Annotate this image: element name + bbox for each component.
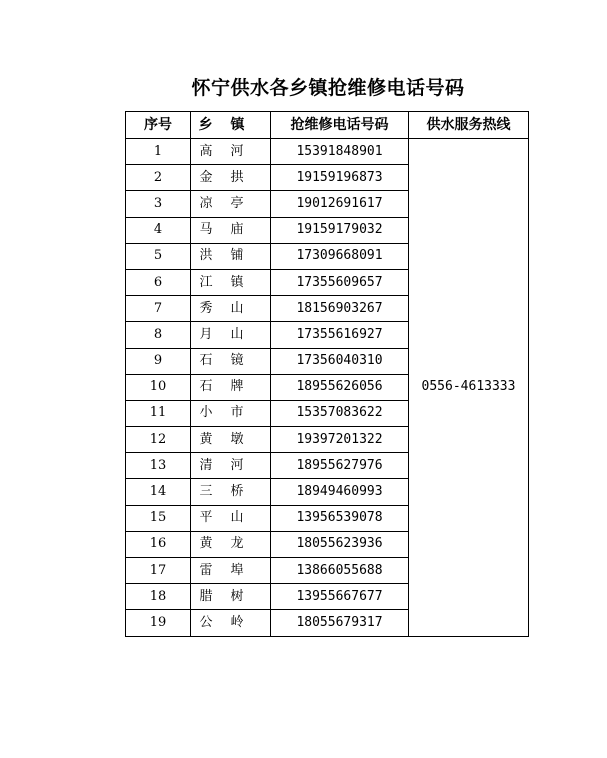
- page-title: 怀宁供水各乡镇抢维修电话号码: [191, 77, 465, 99]
- row-town: 洪铺: [191, 243, 271, 269]
- table-row: [126, 139, 529, 165]
- row-phone: 13955667677: [271, 584, 409, 610]
- row-phone: 15357083622: [271, 400, 409, 426]
- row-town: 石镜: [191, 348, 271, 374]
- row-index: 4: [126, 217, 191, 243]
- row-index: 6: [126, 269, 191, 295]
- row-phone: 17355616927: [271, 322, 409, 348]
- row-town: 小市: [191, 400, 271, 426]
- row-index: 13: [126, 453, 191, 479]
- row-town: 平山: [191, 505, 271, 531]
- header-index: 序号: [126, 112, 191, 139]
- row-town: 马庙: [191, 217, 271, 243]
- row-phone: 18156903267: [271, 296, 409, 322]
- row-phone: 19159196873: [271, 165, 409, 191]
- row-town: 高河: [191, 139, 271, 165]
- row-phone: 17356040310: [271, 348, 409, 374]
- row-index: 15: [126, 505, 191, 531]
- row-town: 腊树: [191, 584, 271, 610]
- row-town: 清河: [191, 453, 271, 479]
- row-index: 5: [126, 243, 191, 269]
- row-town: 黄龙: [191, 531, 271, 557]
- row-town: 月山: [191, 322, 271, 348]
- row-index: 7: [126, 296, 191, 322]
- row-index: 19: [126, 610, 191, 636]
- row-phone: 18955627976: [271, 453, 409, 479]
- row-town: 雷埠: [191, 558, 271, 584]
- row-phone: 13866055688: [271, 558, 409, 584]
- row-index: 17: [126, 558, 191, 584]
- row-town: 江镇: [191, 269, 271, 295]
- row-phone: 18055679317: [271, 610, 409, 636]
- header-hotline: 供水服务热线: [409, 112, 529, 139]
- row-phone: 19012691617: [271, 191, 409, 217]
- row-town: 公岭: [191, 610, 271, 636]
- row-phone: 15391848901: [271, 139, 409, 165]
- row-phone: 13956539078: [271, 505, 409, 531]
- row-town: 金拱: [191, 165, 271, 191]
- row-index: 14: [126, 479, 191, 505]
- hotline-number: 0556-4613333: [409, 139, 529, 637]
- row-index: 18: [126, 584, 191, 610]
- row-index: 11: [126, 400, 191, 426]
- row-index: 2: [126, 165, 191, 191]
- row-phone: 19397201322: [271, 427, 409, 453]
- row-phone: 18055623936: [271, 531, 409, 557]
- row-phone: 17309668091: [271, 243, 409, 269]
- row-phone: 19159179032: [271, 217, 409, 243]
- row-town: 石牌: [191, 374, 271, 400]
- table-body: [126, 139, 529, 637]
- row-phone: 17355609657: [271, 269, 409, 295]
- row-index: 1: [126, 139, 191, 165]
- table-header-row: [126, 112, 529, 139]
- row-town: 秀山: [191, 296, 271, 322]
- row-index: 9: [126, 348, 191, 374]
- row-index: 3: [126, 191, 191, 217]
- row-index: 8: [126, 322, 191, 348]
- row-town: 凉亭: [191, 191, 271, 217]
- row-index: 10: [126, 374, 191, 400]
- row-index: 16: [126, 531, 191, 557]
- repair-phone-table: [125, 111, 529, 637]
- row-index: 12: [126, 427, 191, 453]
- header-town: 乡镇: [191, 112, 271, 139]
- header-phone: 抢维修电话号码: [271, 112, 409, 139]
- row-phone: 18949460993: [271, 479, 409, 505]
- row-town: 三桥: [191, 479, 271, 505]
- row-phone: 18955626056: [271, 374, 409, 400]
- row-town: 黄墩: [191, 427, 271, 453]
